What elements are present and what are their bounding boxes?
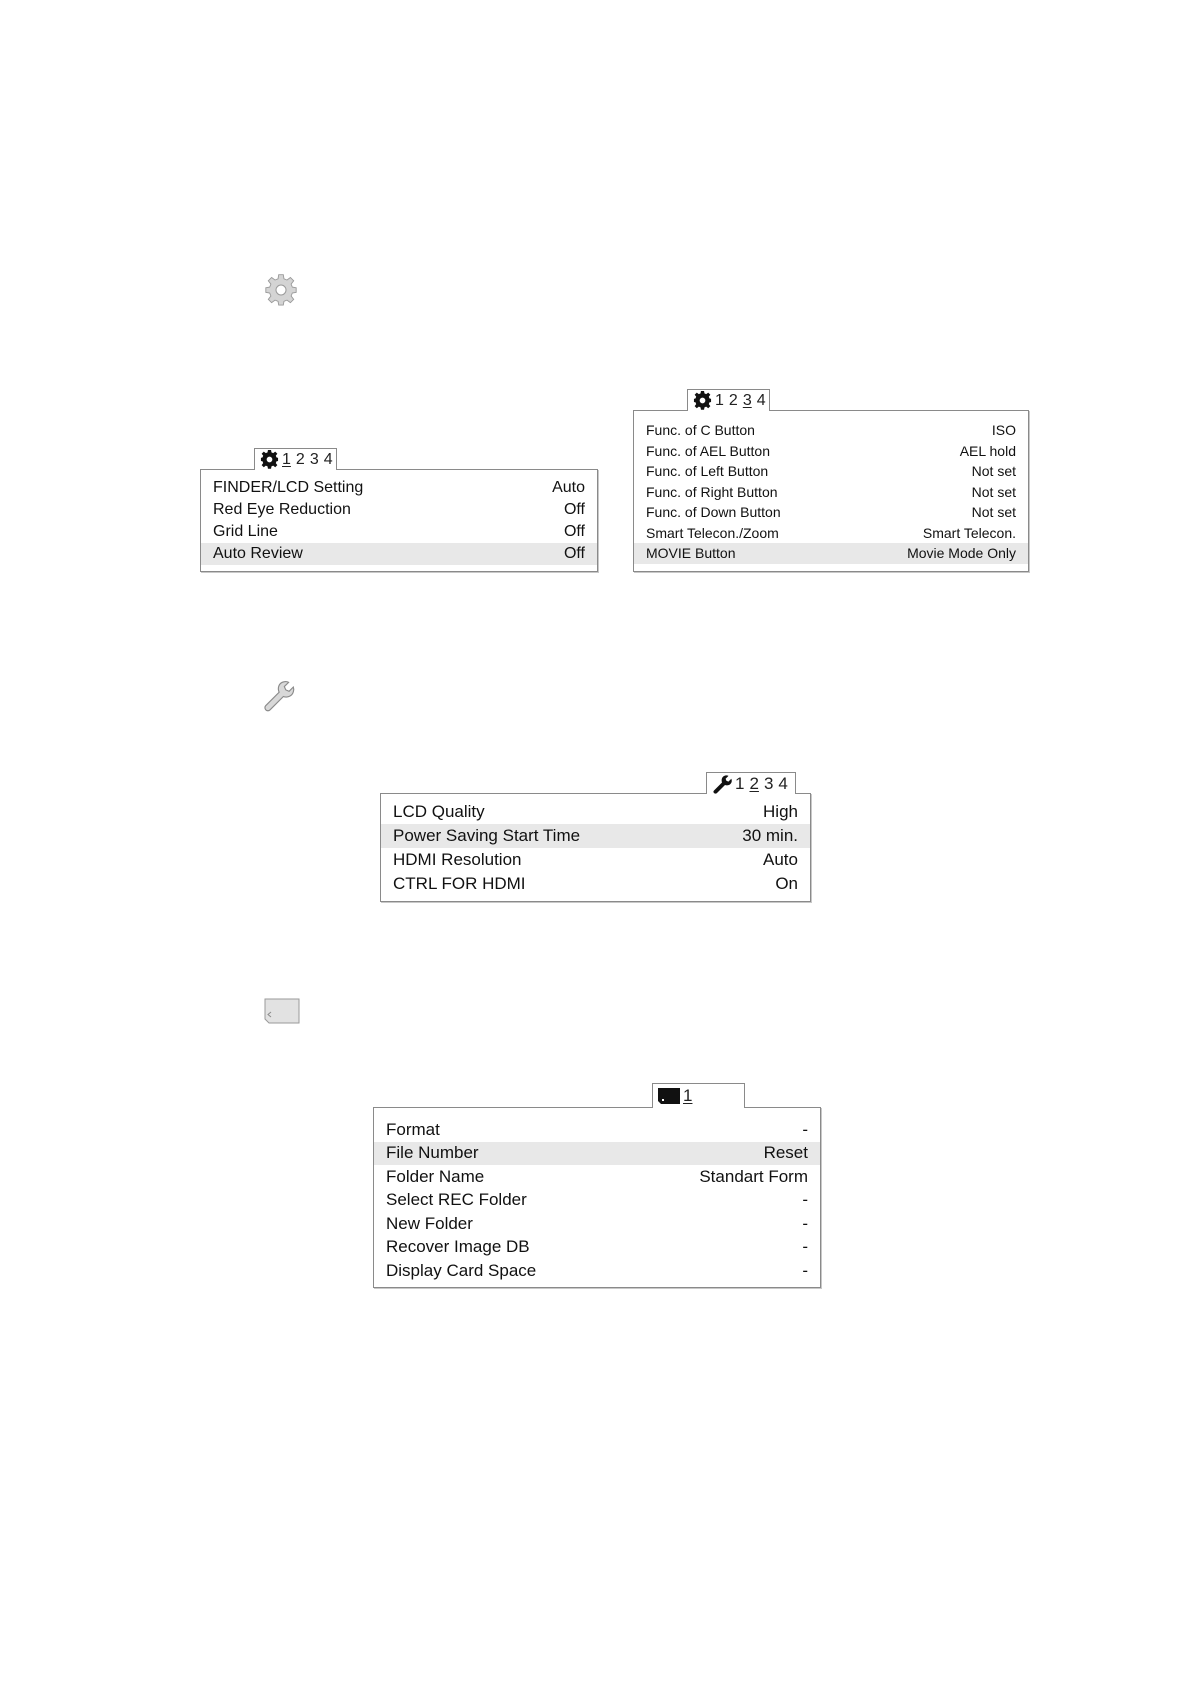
row-value: Smart Telecon.: [922, 524, 1016, 541]
row-label: Recover Image DB: [386, 1237, 530, 1257]
row-value: -: [802, 1237, 808, 1257]
page-3[interactable]: 3: [763, 773, 774, 793]
row-value: Auto: [763, 850, 798, 869]
row-label: Select REC Folder: [386, 1190, 527, 1210]
menu-row-selected[interactable]: [381, 824, 810, 848]
row-value: Reset: [763, 1143, 808, 1163]
page-4[interactable]: 4: [323, 450, 333, 468]
row-value: Movie Mode Only: [907, 545, 1016, 562]
gear-icon: [260, 450, 279, 469]
menu-row[interactable]: [374, 1259, 820, 1283]
row-value: Off: [563, 501, 585, 518]
menu-row[interactable]: [381, 800, 810, 824]
menu-row[interactable]: [374, 1118, 820, 1142]
row-label: Func. of Down Button: [646, 504, 781, 521]
menu-panel: [200, 469, 598, 572]
gear-icon: [264, 273, 298, 307]
row-label: Smart Telecon./Zoom: [646, 524, 779, 541]
row-label: MOVIE Button: [646, 545, 736, 562]
menu-row[interactable]: [381, 872, 810, 896]
menu-row[interactable]: [634, 523, 1028, 544]
menu-tab[interactable]: [706, 772, 796, 794]
row-label: File Number: [386, 1143, 479, 1163]
row-value: Not set: [971, 463, 1016, 480]
menu-panel: [633, 410, 1029, 572]
row-value: Off: [563, 523, 585, 540]
page-1[interactable]: 1: [715, 391, 724, 409]
row-label: Func. of Right Button: [646, 483, 778, 500]
row-value: AEL hold: [959, 442, 1016, 459]
row-label: Format: [386, 1119, 440, 1139]
menu-row[interactable]: [634, 461, 1028, 482]
menu-row-selected[interactable]: [634, 543, 1028, 564]
menu-row[interactable]: [374, 1236, 820, 1260]
page-4[interactable]: 4: [756, 391, 766, 409]
page-3[interactable]: 3: [742, 391, 752, 409]
page-2[interactable]: 2: [295, 450, 305, 468]
row-label: Folder Name: [386, 1166, 485, 1186]
row-value: -: [802, 1190, 808, 1210]
row-value: -: [802, 1260, 808, 1280]
page-1[interactable]: 1: [683, 1086, 693, 1105]
row-label: Red Eye Reduction: [213, 501, 351, 518]
wrench-icon: [712, 774, 732, 794]
row-label: CTRL FOR HDMI: [393, 874, 526, 893]
menu-row[interactable]: [634, 441, 1028, 462]
row-label: HDMI Resolution: [393, 850, 522, 869]
menu-row[interactable]: [201, 521, 597, 543]
row-value: Standart Form: [699, 1166, 808, 1186]
row-label: Auto Review: [213, 545, 303, 562]
menu-row[interactable]: [374, 1189, 820, 1213]
page-3[interactable]: 3: [309, 450, 319, 468]
row-label: New Folder: [386, 1213, 473, 1233]
row-label: Power Saving Start Time: [393, 826, 581, 845]
row-value: -: [802, 1213, 808, 1233]
menu-row-selected[interactable]: [201, 543, 597, 565]
row-value: Off: [563, 545, 585, 562]
row-value: -: [802, 1119, 808, 1139]
row-value: 30 min.: [742, 826, 798, 845]
menu-tab[interactable]: [687, 389, 770, 411]
page-2[interactable]: 2: [749, 773, 759, 793]
gear-icon: [693, 391, 712, 410]
row-label: FINDER/LCD Setting: [213, 479, 364, 496]
page-2[interactable]: 2: [728, 391, 738, 409]
row-label: Func. of AEL Button: [646, 442, 771, 459]
menu-panel: [373, 1107, 821, 1288]
row-label: Func. of C Button: [646, 422, 755, 439]
row-value: Auto: [552, 479, 585, 496]
menu-row[interactable]: [634, 502, 1028, 523]
row-value: Not set: [971, 483, 1016, 500]
memory-card-icon: [658, 1088, 680, 1104]
row-label: Func. of Left Button: [646, 463, 769, 480]
row-value: High: [763, 802, 798, 821]
menu-row[interactable]: [634, 420, 1028, 441]
menu-row[interactable]: [634, 482, 1028, 503]
menu-row[interactable]: [374, 1212, 820, 1236]
row-label: Grid Line: [213, 523, 278, 540]
row-value: ISO: [991, 422, 1016, 439]
wrench-icon: [262, 678, 296, 712]
menu-row[interactable]: [374, 1165, 820, 1189]
menu-tab[interactable]: [254, 448, 337, 470]
page-1[interactable]: 1: [282, 450, 291, 468]
row-label: LCD Quality: [393, 802, 485, 821]
menu-tab[interactable]: [652, 1083, 745, 1108]
menu-row[interactable]: [201, 477, 597, 499]
page-4[interactable]: 4: [778, 773, 788, 793]
menu-row-selected[interactable]: [374, 1142, 820, 1166]
row-value: Not set: [971, 504, 1016, 521]
menu-row[interactable]: [381, 848, 810, 872]
menu-panel: [380, 793, 811, 902]
page-1[interactable]: 1: [735, 773, 745, 793]
memory-card-icon: [264, 998, 300, 1024]
menu-row[interactable]: [201, 499, 597, 521]
row-label: Display Card Space: [386, 1260, 537, 1280]
row-value: On: [775, 874, 798, 893]
